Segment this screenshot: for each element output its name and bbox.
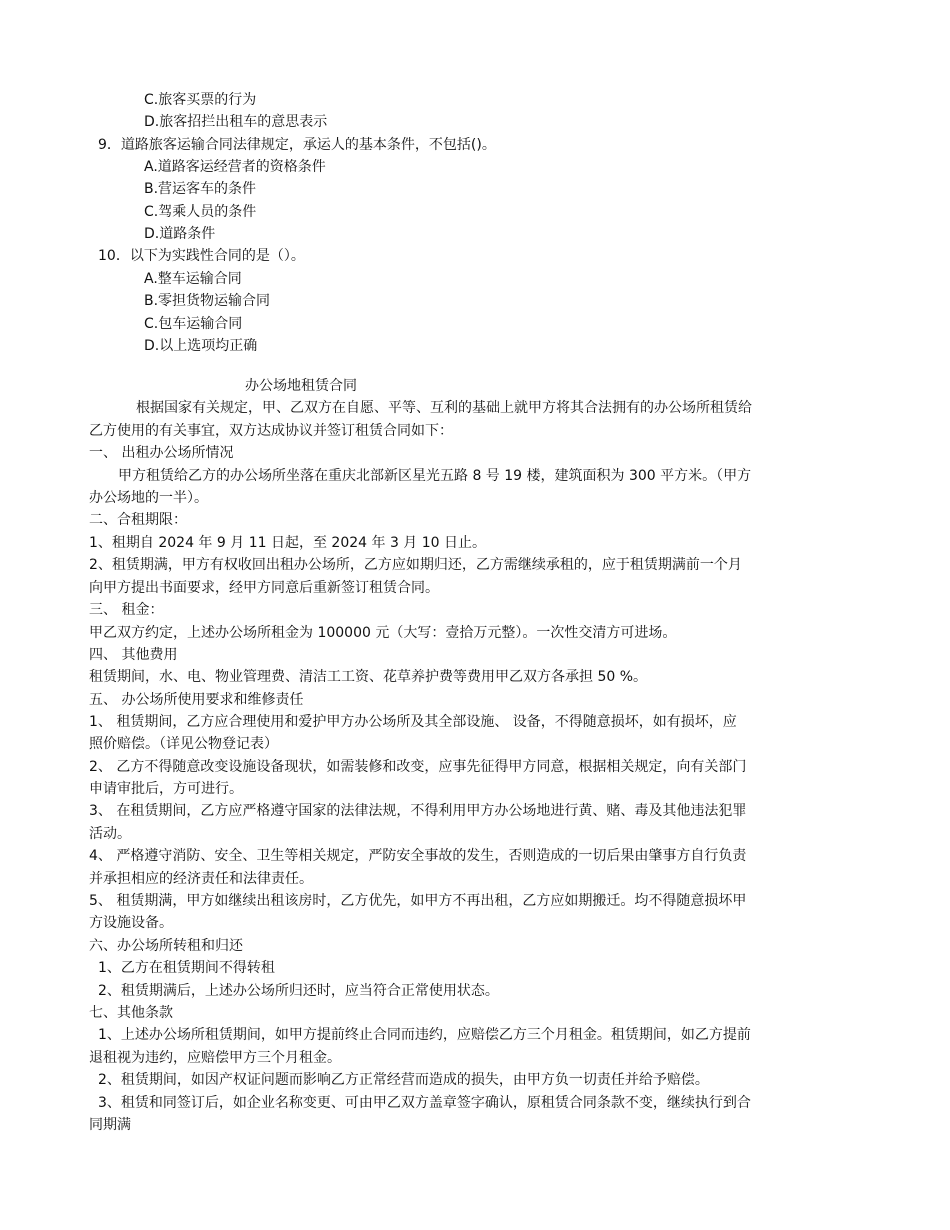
section-heading: 三、 租金：: [89, 602, 164, 618]
clause-line: 1、乙方在租赁期间不得转租: [98, 960, 275, 976]
section-body-line: 租赁期间，水、电、物业管理费、清洁工工资、花草养护费等费用甲乙双方各承担 50 %。: [89, 669, 648, 685]
section-heading: 五、 办公场所使用要求和维修责任: [89, 692, 304, 708]
clause-line: 3、 在租赁期间，乙方应严格遵守国家的法律法规，不得利用甲方办公场地进行黄、赌、毒及其他违法犯罪: [89, 803, 747, 819]
q8-option-d: D.旅客招拦出租车的意思表示: [144, 114, 328, 130]
question-9-stem: 9．道路旅客运输合同法律规定，承运人的基本条件，不包括()。: [98, 137, 496, 153]
section-body-line: 甲方租赁给乙方的办公场所坐落在重庆北部新区星光五路 8 号 19 楼，建筑面积为 300 平方米。（甲方: [118, 468, 752, 484]
clause-line: 1、租期自 2024 年 9 月 11 日起，至 2024 年 3 月 10 日止。: [89, 535, 487, 551]
section-heading: 二、合租期限：: [89, 512, 187, 528]
section-heading: 一、 出租办公场所情况: [89, 445, 234, 461]
clause-line: 申请审批后，方可进行。: [89, 781, 243, 797]
contract-title: 办公场地租赁合同: [245, 378, 357, 394]
question-10-stem: 10．以下为实践性合同的是（）。: [98, 248, 305, 264]
clause-line: 2、租赁期满后，上述办公场所归还时，应当符合正常使用状态。: [98, 983, 499, 999]
q9-option-b: B.营运客车的条件: [144, 181, 257, 197]
section-heading: 七、其他条款: [89, 1005, 173, 1021]
section-body-line: 办公场地的一半）。: [89, 490, 208, 506]
clause-line: 2、租赁期满，甲方有权收回出租办公场所，乙方应如期归还，乙方需继续承租的，应于租赁期满前一个月: [89, 557, 742, 573]
q9-option-c: C.驾乘人员的条件: [144, 204, 257, 220]
q9-option-a: A.道路客运经营者的资格条件: [144, 159, 326, 175]
section-heading: 六、办公场所转租和归还: [89, 938, 243, 954]
clause-line: 1、 租赁期间，乙方应合理使用和爱护甲方办公场所及其全部设施、 设备，不得随意损坏，如有损坏，应: [89, 714, 737, 730]
q10-option-c: C.包车运输合同: [144, 316, 243, 332]
clause-line: 并承担相应的经济责任和法律责任。: [89, 871, 313, 887]
clause-line: 照价赔偿。（详见公物登记表）: [89, 736, 278, 752]
clause-line: 同期满: [89, 1117, 131, 1133]
q10-option-d: D.以上选项均正确: [144, 338, 258, 354]
clause-line: 2、租赁期间，如因产权证问题而影响乙方正常经营而造成的损失，由甲方负一切责任并给予赔偿。: [98, 1072, 709, 1088]
q10-option-b: B.零担货物运输合同: [144, 293, 271, 309]
preamble-line: 乙方使用的有关事宜，双方达成协议并签订租赁合同如下：: [89, 423, 453, 439]
clause-line: 4、 严格遵守消防、安全、卫生等相关规定，严防安全事故的发生，否则造成的一切后果由肇事方自行负责: [89, 848, 747, 864]
clause-line: 活动。: [89, 826, 131, 842]
clause-line: 2、 乙方不得随意改变设施设备现状，如需装修和改变，应事先征得甲方同意，根据相关规定，向有关部门: [89, 759, 747, 775]
q10-option-a: A.整车运输合同: [144, 271, 242, 287]
clause-line: 3、租赁和同签订后，如企业名称变更、可由甲乙双方盖章签字确认，原租赁合同条款不变，继续执行到合: [98, 1095, 751, 1111]
preamble-line: 根据国家有关规定，甲、乙双方在自愿、平等、互利的基础上就甲方将其合法拥有的办公场所租赁给: [136, 400, 752, 416]
q8-option-c: C.旅客买票的行为: [144, 92, 257, 108]
clause-line: 退租视为违约，应赔偿甲方三个月租金。: [89, 1050, 341, 1066]
section-body-line: 甲乙双方约定，上述办公场所租金为 100000 元（大写：壹拾万元整）。一次性交清方可进场。: [89, 625, 677, 641]
clause-line: 向甲方提出书面要求，经甲方同意后重新签订租赁合同。: [89, 580, 439, 596]
clause-line: 1、上述办公场所租赁期间，如甲方提前终止合同而违约，应赔偿乙方三个月租金。租赁期间，如乙方提前: [98, 1027, 751, 1043]
clause-line: 方设施设备。: [89, 915, 173, 931]
q9-option-d: D.道路条件: [144, 226, 216, 242]
clause-line: 5、 租赁期满，甲方如继续出租该房时，乙方优先，如甲方不再出租，乙方应如期搬迁。均不得随意损坏甲: [89, 893, 747, 909]
section-heading: 四、 其他费用: [89, 647, 178, 663]
